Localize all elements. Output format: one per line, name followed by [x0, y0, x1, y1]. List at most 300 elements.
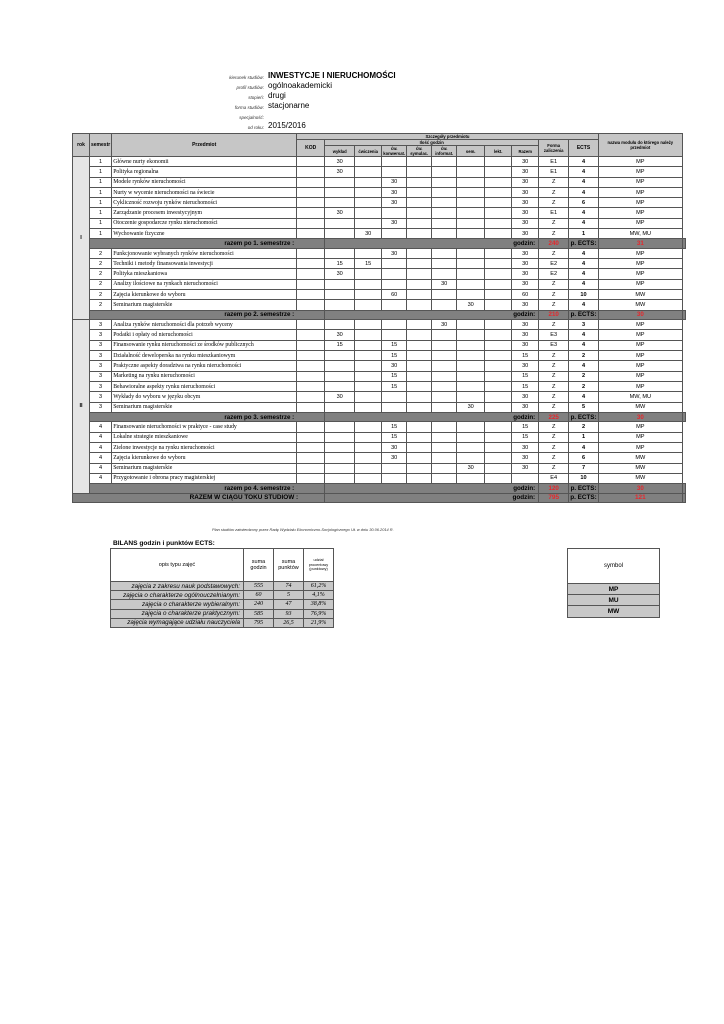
ects-cell: 4 [569, 442, 599, 452]
ects-label: p. ECTS: [570, 494, 597, 502]
konwersat-cell [382, 157, 407, 167]
semester-summary-row [73, 239, 686, 249]
summary-empty [682, 412, 685, 422]
konwersat-cell: 30 [382, 248, 407, 258]
forma-label: forma studiów: [234, 105, 264, 110]
header-cw-informat: ćw. informat. [432, 146, 457, 157]
ects-cell: 10 [569, 290, 599, 300]
code-cell [297, 473, 325, 483]
ects-label: p. ECTS: [570, 311, 597, 319]
assessment-form-cell: Z [539, 432, 569, 442]
konwersat-cell: 15 [382, 381, 407, 391]
semester-ects-total: 30 [598, 310, 682, 320]
total-hours-cell: 30 [512, 208, 539, 218]
semester-cell: 3 [90, 361, 112, 371]
seminar-hours-cell [457, 177, 485, 187]
total-hours-cell: 15 [512, 381, 539, 391]
wyklad-cell: 30 [325, 269, 355, 279]
header-semestr: semestr [90, 134, 112, 157]
year-cell: II [73, 320, 90, 493]
table-row [73, 198, 686, 208]
ects-cell: 7 [569, 463, 599, 473]
header-forma-zaliczenia: Forma zaliczenia [539, 140, 569, 157]
semester-cell: 4 [90, 442, 112, 452]
symbol-table [567, 548, 660, 618]
bilans-label: zajęcia o charakterze ogólnouczelnianym: [111, 591, 244, 600]
total-hours-cell [512, 473, 539, 483]
wyklad-cell [325, 361, 355, 371]
symbol-row [568, 595, 660, 606]
table-row [73, 463, 686, 473]
konwersat-cell: 15 [382, 371, 407, 381]
subject-name-cell: Działalność deweloperska na rynku mieszkaniowym [112, 351, 297, 361]
bilans-label: zajęcia o charakterze praktycznym: [111, 609, 244, 618]
header-szczegoly: Szczegóły przedmiotu [297, 134, 599, 140]
semester-summary-row [73, 484, 686, 494]
subject-name-cell: Analizy ilościowe na rynkach nieruchomości [112, 279, 297, 289]
table-row [73, 422, 686, 432]
ects-cell: 4 [569, 330, 599, 340]
code-cell [297, 320, 325, 330]
od-roku-value: 2015/2016 [268, 121, 306, 130]
assessment-form-cell: Z [539, 187, 569, 197]
symbol-cell: MP [568, 584, 660, 595]
bilans-points: 26,5 [274, 618, 304, 627]
konwersat-cell [382, 473, 407, 483]
module-cell: MP [598, 442, 682, 452]
semester-ects-total: 31 [598, 239, 682, 249]
seminar-hours-cell [457, 157, 485, 167]
subject-name-cell: Zielone inwestycje na rynku nieruchomości [112, 442, 297, 452]
subject-name-cell: Seminarium magisterskie [112, 402, 297, 412]
total-hours-cell: 30 [512, 300, 539, 310]
seminar-hours-cell: 30 [457, 463, 485, 473]
module-cell: MP [598, 157, 682, 167]
ects-cell: 4 [569, 269, 599, 279]
assessment-form-cell: Z [539, 351, 569, 361]
symulac-cell [407, 177, 432, 187]
symbol-row [568, 584, 660, 595]
subject-name-cell: Zarządzanie procesem inwestycyjnym [112, 208, 297, 218]
wyklad-cell [325, 218, 355, 228]
subject-name-cell: Techniki i metody finansowania inwestycji [112, 259, 297, 269]
semester-cell: 3 [90, 381, 112, 391]
assessment-form-cell: Z [539, 229, 569, 239]
seminar-hours-cell [457, 269, 485, 279]
semester-cell: 3 [90, 371, 112, 381]
wyklad-cell [325, 453, 355, 463]
assessment-form-cell: Z [539, 442, 569, 452]
seminar-hours-cell [457, 432, 485, 442]
ects-label: p. ECTS: [570, 484, 597, 492]
module-cell: MP [598, 187, 682, 197]
bilans-row [111, 600, 334, 609]
assessment-form-cell: Z [539, 218, 569, 228]
ects-cell: 1 [569, 432, 599, 442]
bilans-header-suma-godzin: suma godzin [244, 549, 274, 582]
cwiczenia-cell [355, 279, 382, 289]
subject-name-cell: Funkcjonowanie wybranych rynków nieruchomości [112, 248, 297, 258]
informat-cell [432, 187, 457, 197]
assessment-form-cell: Z [539, 453, 569, 463]
code-cell [297, 187, 325, 197]
study-plan-table [72, 133, 686, 503]
semester-cell: 3 [90, 340, 112, 350]
wyklad-cell [325, 229, 355, 239]
header-sem: sem. [457, 146, 485, 157]
wyklad-cell [325, 187, 355, 197]
semester-cell: 3 [90, 320, 112, 330]
bilans-row [111, 591, 334, 600]
bilans-hours: 60 [244, 591, 274, 600]
bilans-label: zajęcia z zakresu nauk podstawowych: [111, 582, 244, 591]
code-cell [297, 453, 325, 463]
code-cell [297, 218, 325, 228]
bilans-header-opis: opis typu zajęć [111, 549, 244, 582]
semester-cell: 4 [90, 473, 112, 483]
seminar-hours-cell [457, 208, 485, 218]
stopien-label: stopień: [248, 95, 264, 100]
semester-ects-total: 30 [598, 484, 682, 494]
header-lekt: lekt. [485, 146, 512, 157]
seminar-hours-cell [457, 351, 485, 361]
header-cwiczenia: ćwiczenia [355, 146, 382, 157]
informat-cell [432, 167, 457, 177]
informat-cell [432, 442, 457, 452]
table-row [73, 392, 686, 402]
informat-cell [432, 422, 457, 432]
godzin-label: godzin: [325, 493, 539, 503]
lektorat-cell [485, 218, 512, 228]
table-row [73, 208, 686, 218]
seminar-hours-cell [457, 198, 485, 208]
code-cell [297, 290, 325, 300]
symbol-header: symbol [568, 549, 660, 584]
ects-cell: 2 [569, 351, 599, 361]
symulac-cell [407, 340, 432, 350]
ects-cell: 1 [569, 229, 599, 239]
code-cell [297, 300, 325, 310]
table-row [73, 442, 686, 452]
total-hours-cell: 15 [512, 351, 539, 361]
konwersat-cell [382, 330, 407, 340]
semester-cell: 3 [90, 351, 112, 361]
total-hours-cell: 30 [512, 218, 539, 228]
total-hours-cell: 30 [512, 442, 539, 452]
table-row [73, 330, 686, 340]
symulac-cell [407, 269, 432, 279]
konwersat-cell [382, 167, 407, 177]
semester-cell: 4 [90, 453, 112, 463]
header-cw-konwersat: ćw. konwersat. [383, 146, 406, 156]
code-cell [297, 402, 325, 412]
cwiczenia-cell [355, 473, 382, 483]
informat-cell [432, 259, 457, 269]
code-cell [297, 381, 325, 391]
module-cell: MP [598, 330, 682, 340]
godzin-label: godzin: [325, 239, 539, 249]
symulac-cell [407, 198, 432, 208]
symulac-cell [407, 432, 432, 442]
lektorat-cell [485, 473, 512, 483]
seminar-hours-cell [457, 259, 485, 269]
subject-name-cell: Behawioralne aspekty rynku nieruchomości [112, 381, 297, 391]
cwiczenia-cell [355, 177, 382, 187]
informat-cell: 30 [432, 320, 457, 330]
cwiczenia-cell [355, 187, 382, 197]
informat-cell [432, 330, 457, 340]
module-cell: MP [598, 279, 682, 289]
semester-cell: 4 [90, 463, 112, 473]
wyklad-cell [325, 422, 355, 432]
assessment-form-cell: Z [539, 371, 569, 381]
cwiczenia-cell [355, 442, 382, 452]
subject-name-cell: Finansowanie nieruchomości w praktyce - case study [112, 422, 297, 432]
assessment-form-cell: Z [539, 463, 569, 473]
approval-note: Plan studiów zatwierdzony przez Radę Wydziału Ekonomiczno-Socjologicznego UŁ w dniu 30.06.2014 R. [212, 527, 394, 532]
semester-cell: 2 [90, 269, 112, 279]
subject-name-cell: Seminarium magisterskie [112, 463, 297, 473]
ects-cell: 4 [569, 259, 599, 269]
code-cell [297, 361, 325, 371]
wyklad-cell [325, 442, 355, 452]
assessment-form-cell: E4 [539, 473, 569, 483]
code-cell [297, 259, 325, 269]
assessment-form-cell: Z [539, 300, 569, 310]
semester-summary-row [73, 412, 686, 422]
lektorat-cell [485, 259, 512, 269]
ects-cell: 2 [569, 371, 599, 381]
assessment-form-cell: Z [539, 392, 569, 402]
semester-cell: 2 [90, 290, 112, 300]
konwersat-cell [382, 259, 407, 269]
informat-cell [432, 157, 457, 167]
seminar-hours-cell [457, 422, 485, 432]
lektorat-cell [485, 300, 512, 310]
ects-cell: 4 [569, 392, 599, 402]
subject-name-cell: Lokalne strategie mieszkaniowe [112, 432, 297, 442]
bilans-share: 76,9% [304, 609, 334, 618]
subject-name-cell: Zajęcia kierunkowe do wyboru [112, 453, 297, 463]
godzin-label: godzin: [325, 484, 539, 494]
plan-body [73, 157, 686, 503]
bilans-row [111, 582, 334, 591]
cwiczenia-cell [355, 248, 382, 258]
ects-cell: 4 [569, 167, 599, 177]
lektorat-cell [485, 269, 512, 279]
ects-cell: 2 [569, 422, 599, 432]
module-cell: MP [598, 218, 682, 228]
godzin-label: godzin: [325, 412, 539, 422]
seminar-hours-cell [457, 187, 485, 197]
code-cell [297, 167, 325, 177]
seminar-hours-cell [457, 279, 485, 289]
lektorat-cell [485, 381, 512, 391]
lektorat-cell [485, 279, 512, 289]
assessment-form-cell: Z [539, 402, 569, 412]
informat-cell [432, 463, 457, 473]
konwersat-cell [382, 269, 407, 279]
lektorat-cell [485, 442, 512, 452]
table-row [73, 167, 686, 177]
total-hours-cell: 30 [512, 248, 539, 258]
bilans-title: BILANS godzin i punktów ECTS: [113, 540, 215, 547]
module-cell: MW [598, 463, 682, 473]
assessment-form-cell: Z [539, 422, 569, 432]
ects-label: p. ECTS: [570, 413, 597, 421]
summary-empty [682, 310, 685, 320]
assessment-form-cell: E2 [539, 259, 569, 269]
informat-cell: 30 [432, 279, 457, 289]
bilans-share: 4,1% [304, 591, 334, 600]
semester-cell: 1 [90, 208, 112, 218]
assessment-form-cell: Z [539, 290, 569, 300]
informat-cell [432, 402, 457, 412]
specjalnosc-label: specjalność: [239, 115, 264, 120]
informat-cell [432, 290, 457, 300]
module-cell: MP [598, 248, 682, 258]
total-hours-cell: 30 [512, 167, 539, 177]
lektorat-cell [485, 320, 512, 330]
wyklad-cell [325, 381, 355, 391]
ects-cell: 3 [569, 320, 599, 330]
module-cell: MW [598, 300, 682, 310]
seminar-hours-cell [457, 371, 485, 381]
header-przedmiot: Przedmiot [112, 134, 297, 157]
symulac-cell [407, 453, 432, 463]
od-roku-label: od roku: [247, 125, 264, 130]
code-cell [297, 371, 325, 381]
ects-cell: 2 [569, 381, 599, 391]
lektorat-cell [485, 229, 512, 239]
code-cell [297, 422, 325, 432]
ects-cell: 4 [569, 340, 599, 350]
symulac-cell [407, 259, 432, 269]
symulac-cell [407, 229, 432, 239]
table-row [73, 187, 686, 197]
informat-cell [432, 177, 457, 187]
subject-name-cell: Praktyczne aspekty doradztwa na rynku nieruchomości [112, 361, 297, 371]
cwiczenia-cell [355, 392, 382, 402]
header-kod: KOD [297, 140, 325, 157]
lektorat-cell [485, 177, 512, 187]
bilans-header-suma-punktow: suma punktów [274, 549, 304, 582]
table-row [73, 229, 686, 239]
informat-cell [432, 473, 457, 483]
symulac-cell [407, 279, 432, 289]
total-hours-cell: 30 [512, 187, 539, 197]
cwiczenia-cell [355, 381, 382, 391]
table-row [73, 218, 686, 228]
semester-summary-label: razem po 4. semestrze : [90, 484, 325, 494]
forma-value: stacjonarne [268, 101, 310, 110]
semester-hours-total: 225 [539, 412, 569, 422]
symulac-cell [407, 290, 432, 300]
semester-hours-total: 240 [539, 239, 569, 249]
assessment-form-cell: E3 [539, 340, 569, 350]
semester-cell: 1 [90, 177, 112, 187]
total-hours-cell: 30 [512, 330, 539, 340]
informat-cell [432, 300, 457, 310]
semester-cell: 2 [90, 259, 112, 269]
konwersat-cell [382, 208, 407, 218]
ects-cell: 4 [569, 208, 599, 218]
wyklad-cell: 30 [325, 157, 355, 167]
code-cell [297, 340, 325, 350]
symulac-cell [407, 300, 432, 310]
year-cell: I [73, 157, 90, 320]
symulac-cell [407, 473, 432, 483]
total-hours-cell: 30 [512, 198, 539, 208]
header-razem: Razem [512, 146, 539, 157]
bilans-share: 38,8% [304, 600, 334, 609]
symulac-cell [407, 381, 432, 391]
seminar-hours-cell [457, 248, 485, 258]
subject-name-cell: Polityka mieszkaniowa [112, 269, 297, 279]
semester-cell: 1 [90, 187, 112, 197]
header-ilosc-godzin: Ilość godzin [325, 140, 539, 146]
code-cell [297, 198, 325, 208]
module-cell: MP [598, 361, 682, 371]
semester-cell: 2 [90, 300, 112, 310]
profil-value: ogólnoakademicki [268, 81, 333, 90]
wyklad-cell [325, 432, 355, 442]
code-cell [297, 279, 325, 289]
subject-name-cell: Seminarium magisterskie [112, 300, 297, 310]
table-row [73, 300, 686, 310]
ects-cell: 4 [569, 218, 599, 228]
bilans-share: 61,2% [304, 582, 334, 591]
symulac-cell [407, 208, 432, 218]
module-cell: MP [598, 432, 682, 442]
table-row [73, 320, 686, 330]
cwiczenia-cell [355, 218, 382, 228]
wyklad-cell [325, 177, 355, 187]
header-ects: ECTS [569, 140, 599, 157]
konwersat-cell: 15 [382, 432, 407, 442]
summary-empty [682, 484, 685, 494]
cwiczenia-cell [355, 290, 382, 300]
total-hours-cell: 30 [512, 361, 539, 371]
code-cell [297, 229, 325, 239]
lektorat-cell [485, 248, 512, 258]
cwiczenia-cell [355, 340, 382, 350]
ects-cell: 4 [569, 187, 599, 197]
cwiczenia-cell [355, 330, 382, 340]
wyklad-cell [325, 279, 355, 289]
cwiczenia-cell [355, 269, 382, 279]
lektorat-cell [485, 290, 512, 300]
table-row [73, 269, 686, 279]
ects-cell: 4 [569, 177, 599, 187]
total-hours-cell: 30 [512, 269, 539, 279]
seminar-hours-cell [457, 320, 485, 330]
bilans-row [111, 609, 334, 618]
total-hours-cell: 15 [512, 422, 539, 432]
informat-cell [432, 248, 457, 258]
semester-cell: 3 [90, 330, 112, 340]
header-wyklad: wykład [325, 146, 355, 157]
subject-name-cell: Nurty w wycenie nieruchomości na świecie [112, 187, 297, 197]
symulac-cell [407, 248, 432, 258]
bilans-points: 47 [274, 600, 304, 609]
total-hours-cell: 30 [512, 463, 539, 473]
header-rok: rok [73, 134, 90, 157]
subject-name-cell: Finansowanie rynku nieruchomości ze środków publicznych [112, 340, 297, 350]
symulac-cell [407, 320, 432, 330]
seminar-hours-cell [457, 381, 485, 391]
module-cell: MW [598, 290, 682, 300]
